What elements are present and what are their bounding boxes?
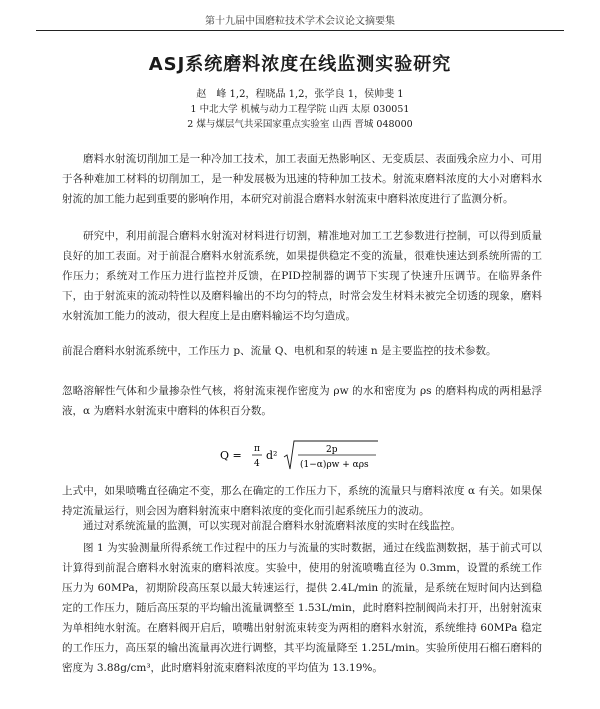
- paragraph-abstract: 磨料水射流切削加工是一种冷加工技术，加工表面无热影响区、无变质层、表面残余应力小、可用于各种难加工材料的切削加工，是一种发展极为迅速的特种加工技术。射流束磨料浓度的大小对磨料水射流的加工能力起到重要的影响作用，本研究对前混合磨料水射流束中磨料浓度进行了监测分析。: [62, 153, 542, 205]
- formula-numerator: 2p: [326, 445, 338, 455]
- paragraph-assumption: 忽略溶解性气体和少量掺杂性气核，将射流束视作密度为 ρw 的水和密度为 ρs 的磨料构成的两相悬浮液，α 为磨料水射流束中磨料的体积百分数。: [62, 385, 542, 417]
- paragraph-monitoring: 通过对系统流量的监测，可以实现对前混合磨料水射流磨料浓度的实时在线监控。: [83, 520, 461, 532]
- flow-formula: [220, 438, 380, 472]
- formula-denominator: (1−α)ρw + αρs: [300, 460, 369, 470]
- affiliation-1: 1 中北大学 机械与动力工程学院 山西 太原 030051: [190, 104, 410, 115]
- formula-lhs: Q =: [220, 449, 242, 462]
- paragraph-method: 研究中，利用前混合磨料水射流对材料进行切割，精准地对加工工艺参数进行控制，可以得到质量良好的加工表面。对于前混合磨料水射流系统，如果提供稳定不变的流量，很难快速达到系统所需的工作压力；系统对工作压力进行监控并反馈，在PID控制器的调节下实现了快速升压调节。在临界条件下，由于射流束的流动特性以及磨料输出的不均匀的特点，时常会发生材料未被完全切透的现象，磨料水射流加工能力的波动，很大程度上是由磨料输运不均匀造成。: [62, 230, 542, 322]
- header-divider: [36, 30, 564, 31]
- formula-d2: d²: [266, 449, 278, 462]
- paragraph-experiment: 图 1 为实验测量所得系统工作过程中的压力与流量的实时数据，通过在线监测数据，基于前式可以计算得到前混合磨料水射流束的磨料浓度。实验中，使用的射流喷嘴直径为 0.3mm，设置的系统工作压力为 60MPa，初期阶段高压泵以最大转速运行，提供 2.4L/min 的流量，是系统在短时间内达到稳定的工作压力，随后高压泵的平均输出流量调整至 1.53L/min，此时磨料控制阀尚未打开，出射射流束为单相纯水射流。在磨料阀开启后，喷嘴出射射流束转变为两相的磨料水射流，系统维持 60MPa 稳定的工作压力，高压泵的输出流量再次进行调整，其平均流量降至 1.25L/min。实验所使用石榴石磨料的密度为 3.88g/cm³，此时磨料射流束磨料浓度的平均值为 13.19%。: [62, 542, 542, 674]
- formula-four: 4: [254, 459, 260, 469]
- paragraph-parameters: 前混合磨料水射流系统中，工作压力 p、流量 Q、电机和泵的转速 n 是主要监控的技术参数。: [62, 345, 497, 357]
- formula-pi: π: [254, 444, 260, 454]
- running-header: 第十九届中国磨粒技术学术会议论文摘要集: [205, 16, 395, 27]
- author-list: 赵 峰 1,2，程晓晶 1,2，张学良 1，侯帅斐 1: [196, 89, 404, 100]
- affiliation-2: 2 煤与煤层气共采国家重点实验室 山西 晋城 048000: [187, 119, 413, 130]
- paragraph-analysis: 上式中，如果喷嘴直径确定不变，那么在确定的工作压力下，系统的流量只与磨料浓度 α 有关。如果保持定流量运行，则会因为磨料射流束中磨料浓度的变化而引起系统压力的波动。: [62, 485, 542, 517]
- paper-title: ASJ系统磨料浓度在线监测实验研究: [148, 54, 452, 75]
